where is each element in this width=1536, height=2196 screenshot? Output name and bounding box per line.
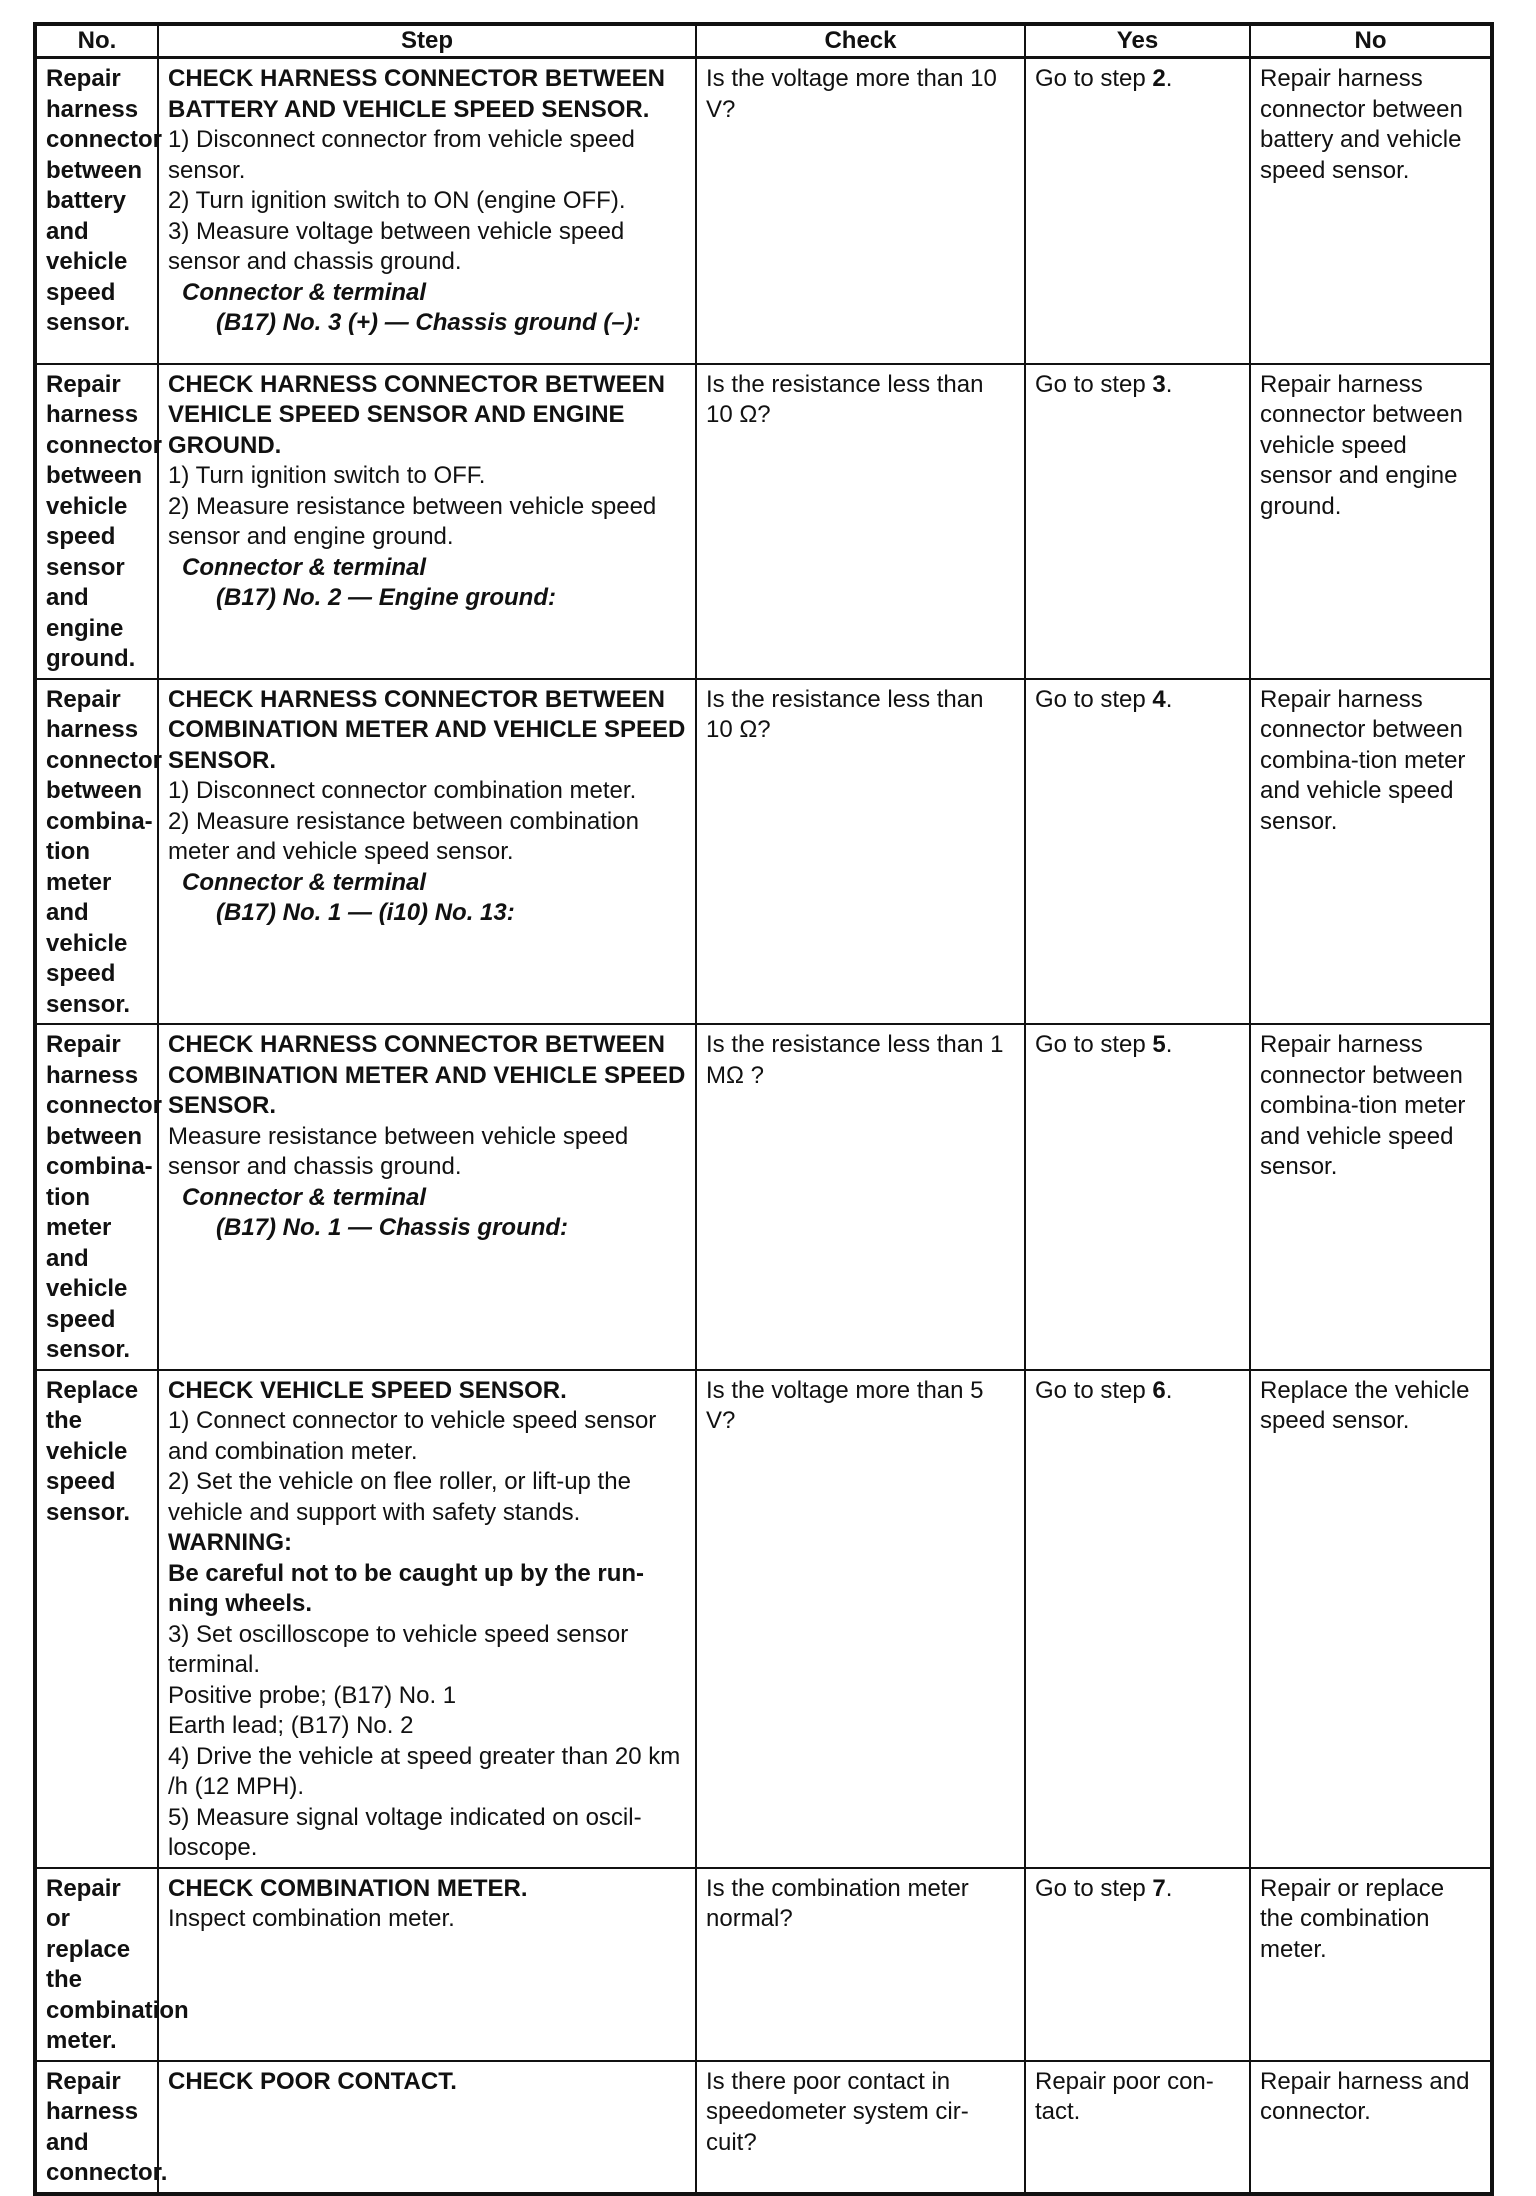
no-cell: Repair harness and connector. (1250, 2061, 1492, 2194)
yes-cell (1025, 1370, 1250, 1868)
check-cell: Is the resistance less than 1 MΩ ? (696, 1024, 1025, 1370)
yes-cell (1025, 58, 1250, 364)
yes-text: Go to step (1035, 685, 1153, 713)
no-cell: Repair harness connector between combina-tion meter and vehicle speed sensor. (1250, 1024, 1492, 1370)
step-cell (158, 58, 696, 364)
yes-cell (1025, 1024, 1250, 1370)
check-cell: Is the voltage more than 5 V? (696, 1370, 1025, 1868)
step-title: CHECK HARNESS CONNECTOR BETWEEN BATTERY AND VEHICLE SPEED SENSOR. (168, 65, 665, 123)
step-line: 1) Connect connector to vehicle speed sensor and combination meter. (168, 1407, 657, 1465)
yes-step-number: 5 (1152, 1031, 1166, 1058)
check-cell: Is there poor contact in speedometer system cir-cuit? (696, 2061, 1025, 2194)
no-cell: Repair harness connector between vehicle speed sensor and engine ground. (1250, 364, 1492, 679)
step-cell (158, 2061, 696, 2194)
row-number: Replace the vehicle speed sensor. (35, 1370, 158, 1868)
yes-suffix: . (1165, 685, 1173, 713)
table-row (35, 2061, 1492, 2194)
no-cell: Repair harness connector between combina-tion meter and vehicle speed sensor. (1250, 679, 1492, 1025)
yes-step-number: 6 (1152, 1376, 1166, 1404)
yes-text: Go to step (1035, 65, 1153, 92)
header-yes: Yes (1025, 24, 1250, 58)
row-number: Repair harness connector between combina-tion meter and vehicle speed sensor. (35, 679, 158, 1025)
step-line: 3) Set oscilloscope to vehicle speed sensor terminal. (168, 1620, 629, 1678)
yes-step-number: 4 (1152, 685, 1166, 713)
yes-suffix: . (1165, 1376, 1173, 1404)
yes-step-number: 7 (1152, 1874, 1166, 1902)
table-row (35, 1370, 1492, 1868)
step-cell (158, 1024, 696, 1370)
step-title: CHECK COMBINATION METER. (168, 1874, 528, 1902)
row-number: Repair harness and connector. (35, 2061, 158, 2194)
no-cell: Repair or replace the combination meter. (1250, 1868, 1492, 2061)
table-row (35, 1024, 1492, 1370)
check-cell: Is the resistance less than 10 Ω? (696, 364, 1025, 679)
connector-terminal-value: (B17) No. 1 — Chassis ground: (216, 1214, 569, 1241)
step-line: 3) Measure voltage between vehicle speed sensor and chassis ground. (168, 217, 625, 275)
no-cell: Replace the vehicle speed sensor. (1250, 1370, 1492, 1868)
step-line: 4) Drive the vehicle at speed greater than 20 km /h (12 MPH). (168, 1742, 681, 1800)
yes-cell (1025, 2061, 1250, 2194)
no-cell: Repair harness connector between battery and vehicle speed sensor. (1250, 58, 1492, 364)
step-line: 1) Disconnect connector combination meter. (168, 777, 637, 804)
yes-text: Repair poor con-tact. (1035, 2067, 1214, 2125)
step-title: CHECK HARNESS CONNECTOR BETWEEN COMBINATION METER AND VEHICLE SPEED SENSOR. (168, 1031, 686, 1119)
step-line: 2) Measure resistance between combination meter and vehicle speed sensor. (168, 807, 639, 865)
yes-step-number: 3 (1152, 370, 1166, 398)
yes-suffix: . (1165, 370, 1173, 398)
step-line: 5) Measure signal voltage indicated on oscil-loscope. (168, 1803, 642, 1861)
yes-suffix: . (1165, 1031, 1173, 1058)
table-row (35, 364, 1492, 679)
check-cell: Is the resistance less than 10 Ω? (696, 679, 1025, 1025)
table-row (35, 679, 1492, 1025)
check-cell: Is the combination meter normal? (696, 1868, 1025, 2061)
warning-label: WARNING: (168, 1529, 292, 1556)
yes-cell (1025, 1868, 1250, 2061)
row-number: Repair harness connector between battery and vehicle speed sensor. (35, 58, 158, 364)
header-row (35, 24, 1492, 58)
check-cell: Is the voltage more than 10 V? (696, 58, 1025, 364)
connector-terminal-value: (B17) No. 2 — Engine ground: (216, 584, 556, 611)
connector-terminal-label: Connector & terminal (182, 868, 427, 896)
table-row (35, 1868, 1492, 2061)
step-cell (158, 364, 696, 679)
step-title: CHECK VEHICLE SPEED SENSOR. (168, 1376, 567, 1404)
step-line: Earth lead; (B17) No. 2 (168, 1712, 414, 1739)
step-line: Measure resistance between vehicle speed sensor and chassis ground. (168, 1122, 629, 1180)
header-no-column: No (1250, 24, 1492, 58)
yes-suffix: . (1165, 65, 1173, 92)
yes-text: Go to step (1035, 370, 1153, 398)
table-row (35, 58, 1492, 364)
step-line: 1) Disconnect connector from vehicle speed sensor. (168, 126, 635, 184)
row-number: Repair harness connector between vehicle speed sensor and engine ground. (35, 364, 158, 679)
step-cell (158, 1370, 696, 1868)
yes-suffix: . (1165, 1874, 1173, 1902)
step-line: 2) Turn ignition switch to ON (engine OFF). (168, 187, 626, 214)
step-cell (158, 1868, 696, 2061)
header-check: Check (696, 24, 1025, 58)
row-number: Repair harness connector between combina-tion meter and vehicle speed sensor. (35, 1024, 158, 1370)
connector-terminal-label: Connector & terminal (182, 553, 427, 581)
yes-step-number: 2 (1152, 65, 1166, 92)
step-title: CHECK HARNESS CONNECTOR BETWEEN COMBINATION METER AND VEHICLE SPEED SENSOR. (168, 685, 686, 774)
step-line: Positive probe; (B17) No. 1 (168, 1681, 457, 1709)
step-cell (158, 679, 696, 1025)
header-no: No. (35, 24, 158, 58)
step-line: 2) Measure resistance between vehicle speed sensor and engine ground. (168, 492, 657, 550)
row-number: Repair or replace the combination meter. (35, 1868, 158, 2061)
yes-text: Go to step (1035, 1874, 1153, 1902)
connector-terminal-value: (B17) No. 3 (+) — Chassis ground (–): (216, 309, 641, 336)
yes-cell (1025, 364, 1250, 679)
step-line: 2) Set the vehicle on flee roller, or lift-up the vehicle and support with safety stands. (168, 1468, 631, 1526)
connector-terminal-label: Connector & terminal (182, 278, 427, 306)
yes-text: Go to step (1035, 1376, 1153, 1404)
yes-text: Go to step (1035, 1031, 1153, 1058)
header-step: Step (158, 24, 696, 58)
diagnostic-table (33, 22, 1494, 2196)
warning-text: Be careful not to be caught up by the run-ning wheels. (168, 1559, 645, 1617)
step-line: 1) Turn ignition switch to OFF. (168, 462, 486, 489)
step-title: CHECK POOR CONTACT. (168, 2067, 457, 2095)
step-line: Inspect combination meter. (168, 1905, 455, 1932)
yes-cell (1025, 679, 1250, 1025)
step-title: CHECK HARNESS CONNECTOR BETWEEN VEHICLE SPEED SENSOR AND ENGINE GROUND. (168, 370, 665, 459)
connector-terminal-value: (B17) No. 1 — (i10) No. 13: (216, 899, 515, 926)
connector-terminal-label: Connector & terminal (182, 1183, 427, 1211)
